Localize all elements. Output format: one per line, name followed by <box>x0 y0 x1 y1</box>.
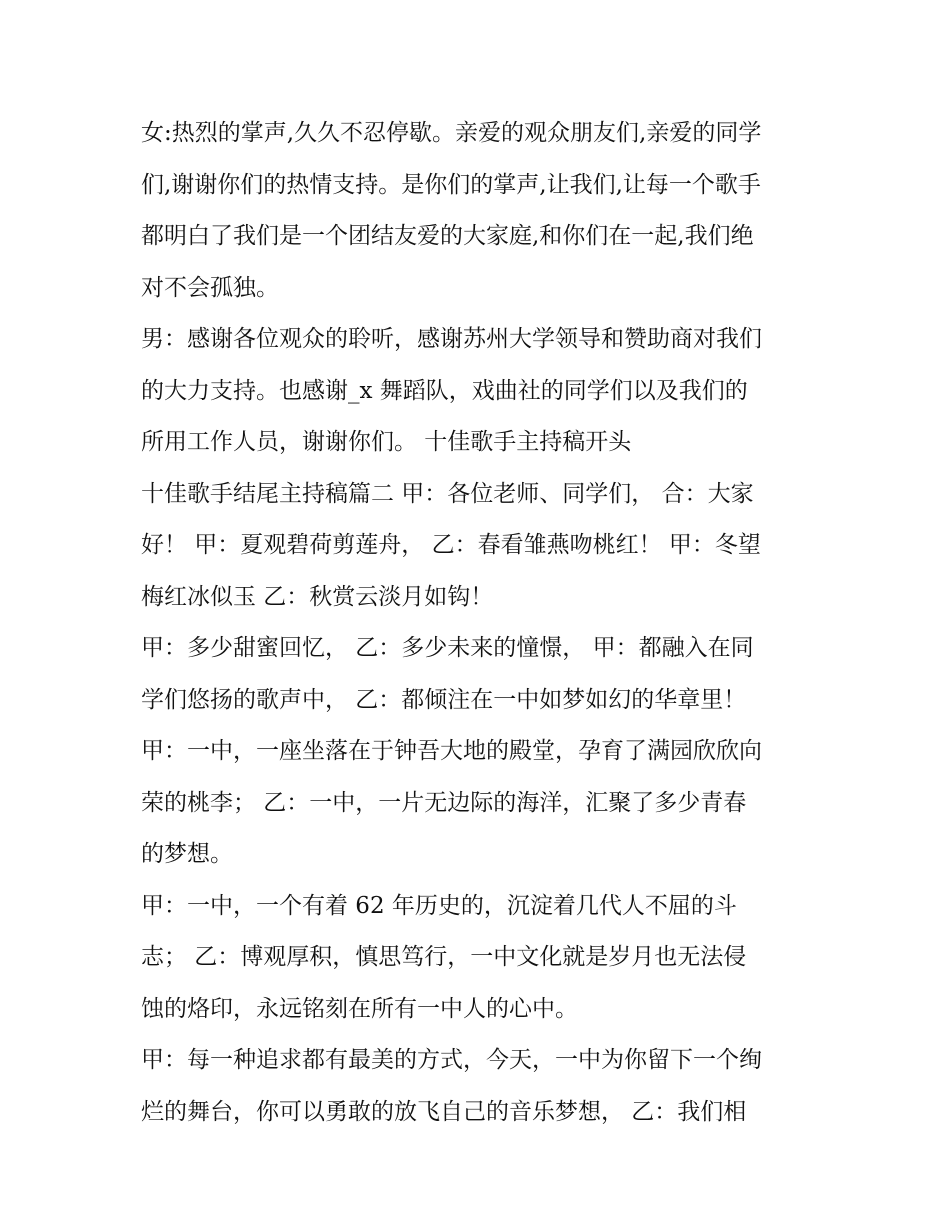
text-line: 女:热烈的掌声,久久不忍停歇。亲爱的观众朋友们,亲爱的同学 <box>141 120 762 146</box>
text-line: 甲：一中，一座坐落在于钟吾大地的殿堂，孕育了满园欣欣向 <box>141 738 762 764</box>
text-line: 烂的舞台，你可以勇敢的放飞自己的音乐梦想， 乙：我们相 <box>141 1098 747 1125</box>
text-line: 们,谢谢你们的热情支持。是你们的掌声,让我们,让每一个歌手 <box>141 171 761 198</box>
text-line: 的梦想。 <box>141 841 233 867</box>
text-line: 对不会孤独。 <box>141 274 279 301</box>
text-line: 十佳歌手结尾主持稿篇二 甲：各位老师、同学们， 合：大家 <box>141 480 754 507</box>
text-line: 荣的桃李； 乙：一中，一片无边际的海洋，汇聚了多少青春 <box>141 789 747 816</box>
text-line: 所用工作人员，谢谢你们。 十佳歌手主持稿开头 <box>141 429 632 455</box>
text-line: 蚀的烙印，永远铭刻在所有一中人的心中。 <box>141 995 578 1022</box>
text-line: 都明白了我们是一个团结友爱的大家庭,和你们在一起,我们绝 <box>141 223 754 249</box>
document-body-text <box>141 108 831 1138</box>
text-line: 甲：多少甜蜜回忆， 乙：多少未来的憧憬， 甲：都融入在同 <box>141 635 754 661</box>
text-line: 志； 乙：博观厚积，慎思笃行，一中文化就是岁月也无法侵 <box>141 944 747 970</box>
text-line: 甲：每一种追求都有最美的方式，今天，一中为你留下一个绚 <box>141 1047 762 1073</box>
text-line: 男：感谢各位观众的聆听，感谢苏州大学领导和赞助商对我们 <box>141 326 762 352</box>
text-line: 梅红冰似玉 乙：秋赏云淡月如钩！ <box>141 583 494 610</box>
text-line: 学们悠扬的歌声中， 乙：都倾注在一中如梦如幻的华章里！ <box>141 686 747 713</box>
text-line: 好！ 甲：夏观碧荷剪莲舟， 乙：春看雏燕吻桃红！ 甲：冬望 <box>141 532 761 558</box>
text-line: 的大力支持。也感谢_x 舞蹈队，戏曲社的同学们以及我们的 <box>141 377 748 404</box>
text-line: 甲：一中，一个有着 62 年历史的，沉淀着几代人不屈的斗 <box>141 892 737 919</box>
